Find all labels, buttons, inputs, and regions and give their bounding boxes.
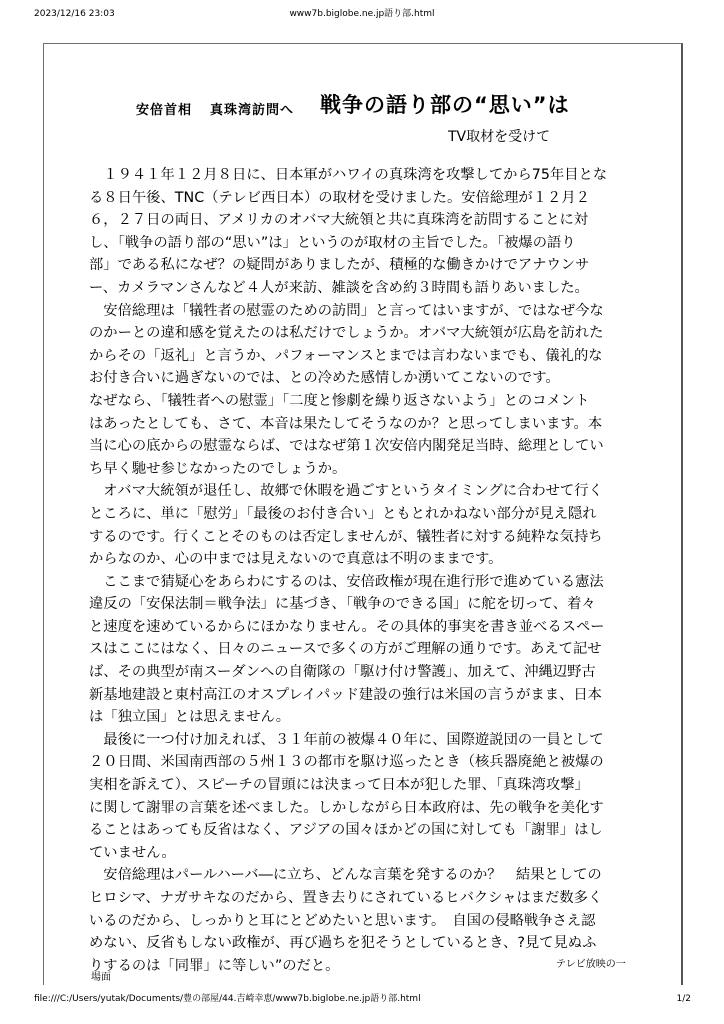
body-line: りするのは「同罪」に等しい”のだと。 bbox=[89, 957, 340, 974]
article-title: 戦争の語り部の“思い”は bbox=[320, 93, 570, 117]
title-kicker-1: 安倍首相 bbox=[136, 103, 193, 118]
body-line: なぜなら、「犠牲者への慰霊」「二度と惨劇を繰り返さないよう」とのコメント bbox=[89, 392, 590, 409]
body-line: し、「戦争の語り部の“思い”は」というのが取材の主旨でした。「被爆の語り bbox=[89, 234, 576, 251]
body-line: お付き合いに過ぎないのでは、との冷めた感情しか湧いてこないのです。 bbox=[89, 370, 560, 387]
body-line: 違反の「安保法制＝戦争法」に基づき、「戦争のできる国」に舵を切って、着々 bbox=[89, 596, 596, 613]
print-footer bbox=[0, 991, 724, 1007]
body-line: ることはあっても反省はなく、アジアの国々ほかどの国に対しても「謝罪」はし bbox=[89, 822, 603, 839]
body-line: は「独立国」とは思えません。 bbox=[89, 709, 291, 726]
body-line: めない、反省もしない政権が、再び過ちを犯そうとしているとき、?見て見ぬふ bbox=[89, 935, 597, 952]
print-datetime: 2023/12/16 23:03 bbox=[34, 9, 115, 19]
title-kicker-2: 真珠湾訪問へ bbox=[210, 103, 295, 118]
body-line: ところに、単に「慰労」「最後のお付き合い」ともとれかねない部分が見え隠れ bbox=[89, 505, 597, 522]
body-line: 実相を訴えて）、スピーチの冒頭には決まって日本が犯した罪、「真珠湾攻撃」 bbox=[89, 777, 589, 794]
body-line: するのです。行くことそのものは否定しませんが、犠牲者に対する純粋な気持ち bbox=[89, 528, 603, 545]
body-line: ここまで猜疑心をあらわにするのは、安倍政権が現在進行形で進めている憲法 bbox=[89, 573, 604, 590]
body-line: る８日午後、TNC（テレビ西日本）の取材を受けました。安倍総理が１２月２ bbox=[89, 189, 590, 206]
print-page-number: 1/2 bbox=[676, 994, 691, 1004]
body-line: 当に心の底からの慰霊ならば、ではなぜ第１次安倍内閣発足当時、総理としてい bbox=[89, 438, 604, 455]
body-line: ヒロシマ、ナガサキなのだから、置き去りにされているヒバクシャはまだ数多く bbox=[89, 890, 603, 906]
print-file-path: file:///C:/Users/yutak/Documents/豊の部屋/44.吉崎幸恵/www7b.biglobe.ne.jp語り部.html bbox=[34, 994, 421, 1004]
article-title-row bbox=[92, 89, 652, 125]
print-url: www7b.biglobe.ne.jp語り部.html bbox=[289, 9, 435, 19]
body-line: １９４１年１２月８日に、日本軍がハワイの真珠湾を攻撃してから75年目とな bbox=[89, 167, 608, 183]
image-caption-part-1: テレビ放映の一 bbox=[556, 959, 626, 970]
body-line: オバマ大統領が退任し、故郷で休暇を過ごすというタイミングに合わせて行く bbox=[89, 483, 603, 500]
body-line: ２０日間、米国南西部の５州１３の都市を駆け巡ったとき（核兵器廃絶と被爆の bbox=[89, 754, 604, 771]
body-line: からなのか、心の中までは見えないので真意は不明のままです。 bbox=[89, 551, 503, 568]
body-line: ー、カメラマンさんなど４人が来訪、雑談を含め約３時間も語りあいました。 bbox=[89, 279, 589, 296]
body-line: ち早く馳せ参じなかったのでしょうか。 bbox=[89, 460, 347, 477]
body-line: に関して謝罪の言葉を述べました。しかしながら日本政府は、先の戦争を美化す bbox=[89, 799, 604, 816]
print-header bbox=[0, 6, 724, 22]
body-line: 部」である私になぜ？の疑問がありましたが、積極的な働きかけでアナウンサ bbox=[89, 257, 590, 274]
body-line: ていません。 bbox=[89, 844, 176, 861]
body-line: ６，２７日の両日、アメリカのオバマ大統領と共に真珠湾を訪問することに対 bbox=[89, 212, 589, 229]
article-subtitle: TV取材を受けて bbox=[448, 129, 551, 145]
body-line: 安倍総理はパールハーバ―に立ち、どんな言葉を発するのか？ 結果としての bbox=[89, 867, 602, 884]
article-body bbox=[89, 164, 649, 977]
body-line: スはここにはなく、日々のニュースで多くの方がご理解の通りです。あえて記せ bbox=[89, 641, 602, 658]
body-line: はあったとしても、さて、本音は果たしてそうなのか？と思ってしまいます。本 bbox=[89, 415, 603, 432]
body-line: 新基地建設と東村高江のオスプレイパッド建設の強行は米国の言うがまま、日本 bbox=[89, 686, 602, 703]
body-line: いるのだから、しっかりと耳にとどめたいと思います。 自国の侵略戦争さえ認 bbox=[89, 912, 596, 929]
body-line: ば、その典型が南スーダンへの自衛隊の「駆け付け警護」、加えて、沖縄辺野古 bbox=[89, 664, 596, 681]
body-line: 最後に一つ付け加えれば、３１年前の被爆４０年に、国際遊説団の一員として bbox=[89, 731, 604, 748]
body-line: 安倍総理は「犠牲者の慰霊のための訪問」と言ってはいますが、ではなぜ今な bbox=[89, 302, 604, 319]
image-caption-part-2: 場面 bbox=[91, 972, 111, 983]
body-line: からその「返礼」と言うか、パフォーマンスとまでは言わないまでも、儀礼的な bbox=[89, 347, 603, 364]
body-line: と速度を速めているからにほかなりません。その具体的事実を書き並べるスペー bbox=[89, 618, 605, 635]
body-line: のかーとの違和感を覚えたのは私だけでしょうか。オバマ大統領が広島を訪れた bbox=[89, 325, 604, 342]
